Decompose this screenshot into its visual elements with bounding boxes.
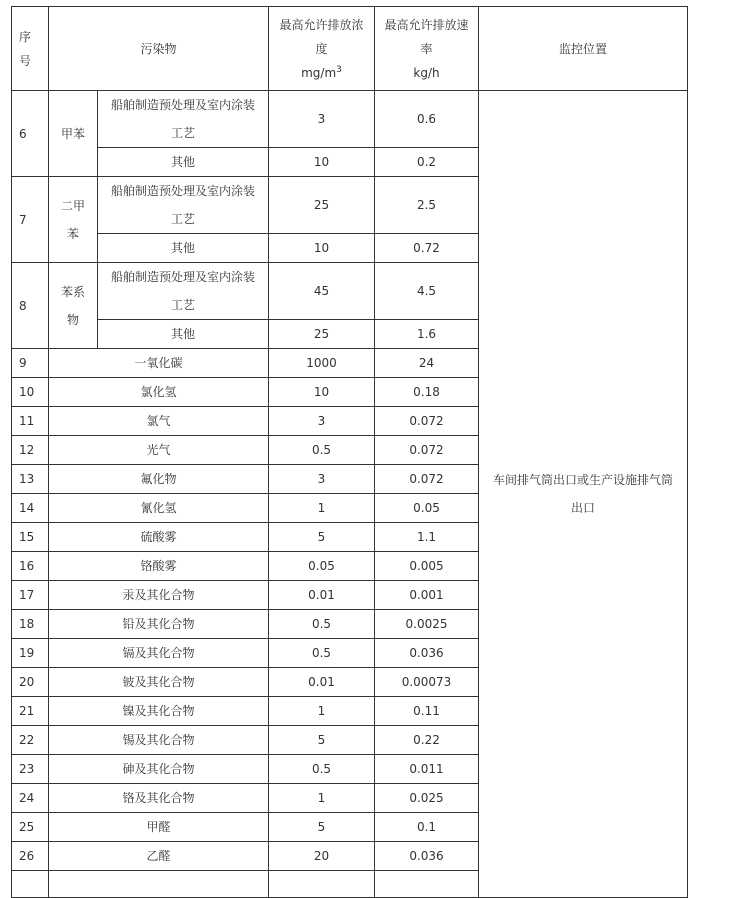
concentration-value	[269, 871, 375, 898]
row-index: 6	[12, 91, 49, 177]
rate-value: 0.011	[375, 755, 479, 784]
concentration-value: 3	[269, 465, 375, 494]
concentration-value: 1	[269, 784, 375, 813]
header-index: 序 号	[12, 7, 49, 91]
row-index: 17	[12, 581, 49, 610]
pollutant-name: 氯化氢	[49, 378, 269, 407]
row-index: 19	[12, 639, 49, 668]
row-index: 13	[12, 465, 49, 494]
process-type: 其他	[98, 320, 269, 349]
rate-value: 0.072	[375, 407, 479, 436]
row-index: 15	[12, 523, 49, 552]
row-index: 20	[12, 668, 49, 697]
pollutant-name: 汞及其化合物	[49, 581, 269, 610]
concentration-value: 10	[269, 378, 375, 407]
rate-value: 0.72	[375, 234, 479, 263]
rate-value: 24	[375, 349, 479, 378]
concentration-value: 0.5	[269, 639, 375, 668]
emission-limits-table	[11, 6, 688, 898]
row-index: 25	[12, 813, 49, 842]
monitor-location: 车间排气筒出口或生产设施排气筒 出口	[479, 91, 688, 898]
pollutant-name: 砷及其化合物	[49, 755, 269, 784]
pollutant-name: 铅及其化合物	[49, 610, 269, 639]
concentration-value: 0.01	[269, 668, 375, 697]
row-index: 16	[12, 552, 49, 581]
rate-value: 0.072	[375, 465, 479, 494]
pollutant-name: 镍及其化合物	[49, 697, 269, 726]
rate-value: 0.11	[375, 697, 479, 726]
rate-value: 0.1	[375, 813, 479, 842]
row-index: 22	[12, 726, 49, 755]
pollutant-name: 氯气	[49, 407, 269, 436]
concentration-value: 25	[269, 177, 375, 234]
row-index: 26	[12, 842, 49, 871]
row-index: 18	[12, 610, 49, 639]
table-row	[12, 91, 688, 148]
concentration-value: 10	[269, 234, 375, 263]
process-type: 船舶制造预处理及室内涂装 工艺	[98, 177, 269, 234]
concentration-value: 5	[269, 726, 375, 755]
pollutant-name: 硫酸雾	[49, 523, 269, 552]
pollutant-name: 一氧化碳	[49, 349, 269, 378]
concentration-value: 20	[269, 842, 375, 871]
rate-value: 4.5	[375, 263, 479, 320]
row-index: 24	[12, 784, 49, 813]
concentration-value: 45	[269, 263, 375, 320]
rate-value: 0.22	[375, 726, 479, 755]
header-max-rate: 最高允许排放速 率 kg/h	[375, 7, 479, 91]
pollutant-name: 氰化氢	[49, 494, 269, 523]
pollutant-name: 铍及其化合物	[49, 668, 269, 697]
rate-value: 0.0025	[375, 610, 479, 639]
pollutant-name: 光气	[49, 436, 269, 465]
pollutant-name: 二甲 苯	[49, 177, 98, 263]
rate-value: 0.036	[375, 842, 479, 871]
rate-value: 1.1	[375, 523, 479, 552]
rate-value	[375, 871, 479, 898]
process-type: 其他	[98, 234, 269, 263]
rate-value: 0.6	[375, 91, 479, 148]
concentration-value: 3	[269, 407, 375, 436]
rate-value: 1.6	[375, 320, 479, 349]
row-index: 21	[12, 697, 49, 726]
concentration-value: 0.5	[269, 755, 375, 784]
rate-value: 2.5	[375, 177, 479, 234]
rate-value: 0.18	[375, 378, 479, 407]
row-index: 12	[12, 436, 49, 465]
concentration-value: 0.05	[269, 552, 375, 581]
concentration-value: 1	[269, 697, 375, 726]
rate-value: 0.072	[375, 436, 479, 465]
pollutant-name: 氟化物	[49, 465, 269, 494]
pollutant-name: 铬及其化合物	[49, 784, 269, 813]
concentration-value: 1000	[269, 349, 375, 378]
concentration-value: 5	[269, 523, 375, 552]
concentration-value: 0.5	[269, 610, 375, 639]
pollutant-name: 铬酸雾	[49, 552, 269, 581]
header-max-concentration: 最高允许排放浓 度 $mg/m^3$	[269, 7, 375, 91]
process-type: 船舶制造预处理及室内涂装 工艺	[98, 91, 269, 148]
row-index: 9	[12, 349, 49, 378]
process-type: 船舶制造预处理及室内涂装 工艺	[98, 263, 269, 320]
row-index: 14	[12, 494, 49, 523]
pollutant-name: 乙醛	[49, 842, 269, 871]
concentration-value: 3	[269, 91, 375, 148]
row-index: 7	[12, 177, 49, 263]
row-index: 11	[12, 407, 49, 436]
pollutant-name: 镉及其化合物	[49, 639, 269, 668]
pollutant-name: 锡及其化合物	[49, 726, 269, 755]
rate-value: 0.05	[375, 494, 479, 523]
row-index: 23	[12, 755, 49, 784]
pollutant-name: 甲苯	[49, 91, 98, 177]
header-monitor-location: 监控位置	[479, 7, 688, 91]
rate-value: 0.001	[375, 581, 479, 610]
concentration-value: 5	[269, 813, 375, 842]
row-index	[12, 871, 49, 898]
concentration-value: 0.5	[269, 436, 375, 465]
rate-value: 0.025	[375, 784, 479, 813]
pollutant-name	[49, 871, 269, 898]
concentration-value: 0.01	[269, 581, 375, 610]
process-type: 其他	[98, 148, 269, 177]
pollutant-name: 甲醛	[49, 813, 269, 842]
table-body	[12, 91, 688, 898]
rate-value: 0.2	[375, 148, 479, 177]
header-row	[12, 7, 688, 91]
header-pollutant: 污染物	[49, 7, 269, 91]
row-index: 8	[12, 263, 49, 349]
rate-value: 0.005	[375, 552, 479, 581]
concentration-value: 10	[269, 148, 375, 177]
rate-value: 0.00073	[375, 668, 479, 697]
concentration-value: 25	[269, 320, 375, 349]
row-index: 10	[12, 378, 49, 407]
concentration-value: 1	[269, 494, 375, 523]
rate-value: 0.036	[375, 639, 479, 668]
pollutant-name: 苯系 物	[49, 263, 98, 349]
